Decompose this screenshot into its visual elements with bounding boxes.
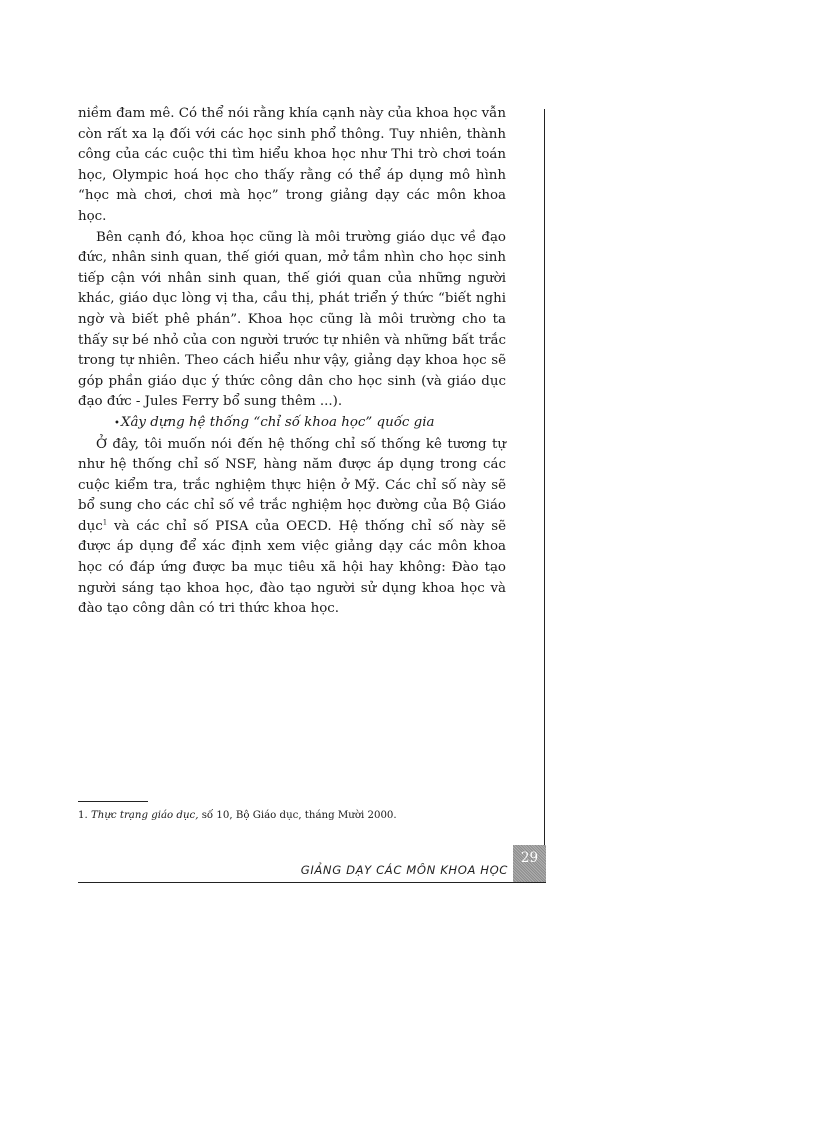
bullet-icon: •: [114, 417, 120, 429]
footnote-text: số 10, Bộ Giáo dục, tháng Mười 2000.: [198, 810, 397, 821]
footer-rule: [78, 882, 546, 883]
main-text: [78, 104, 506, 620]
page-number-box: [513, 845, 546, 883]
paragraph-1: niềm đam mê. Có thể nói rằng khía cạnh này của khoa học vẫn còn rất xa lạ đối với các học sinh phổ thông. Tuy nhiên, thành công của các cuộc thi tìm hiểu khoa học như Thi trò chơi toán học, Olympic hoá học cho thấy rằng có thể áp dụng mô hình “học mà chơi, chơi mà học” trong giảng dạy các môn khoa học.: [78, 106, 506, 224]
running-footer-title: GIẢNG DẠY CÁC MÔN KHOA HỌC: [300, 863, 508, 877]
footnote-separator: [78, 801, 148, 802]
footnote-title: Thực trạng giáo dục,: [90, 810, 199, 821]
section-heading: [78, 413, 506, 435]
paragraph-3: [78, 435, 506, 620]
footnote-reference: 1: [102, 518, 108, 527]
paragraph-3-part-1: Ở đây, tôi muốn nói đến hệ thống chỉ số thống kê tương tự như hệ thống chỉ số NSF, hàng năm được áp dụng trong các cuộc kiểm tra, trắc nghiệm thực hiện ở Mỹ. Các chỉ số này sẽ bổ sung cho các chỉ số về trắc nghiệm học đường của Bộ Giáo dục: [78, 436, 506, 534]
paragraph-2: Bên cạnh đó, khoa học cũng là môi trường giáo dục về đạo đức, nhân sinh quan, thế giới quan, mở tầm nhìn cho học sinh tiếp cận với nhân sinh quan, thế giới quan của những người khác, giáo dục lòng vị tha, cầu thị, phát triển ý thức “biết nghi ngờ và biết phê phán”. Khoa học cũng là môi trường cho ta thấy sự bé nhỏ của con người trước tự nhiên và những bất trắc trong tự nhiên. Theo cách hiểu như vậy, giảng dạy khoa học sẽ góp phần giáo dục ý thức công dân cho học sinh (và giáo dục đạo đức - Jules Ferry bổ sung thêm ...).: [78, 229, 506, 410]
section-heading-text: Xây dựng hệ thống “chỉ số khoa học” quốc gia: [120, 414, 435, 430]
paragraph-3-part-2: và các chỉ số PISA của OECD. Hệ thống chỉ số này sẽ được áp dụng để xác định xem việc giảng dạy các môn khoa học có đáp ứng được ba mục tiêu xã hội hay không: Đào tạo người sáng tạo khoa học, đào tạo người sử dụng khoa học và đào tạo công dân có tri thức khoa học.: [78, 518, 506, 617]
footnote: [78, 809, 518, 823]
margin-rule: [544, 109, 545, 847]
page-number: 29: [520, 850, 539, 866]
footnote-number: 1.: [78, 810, 88, 821]
